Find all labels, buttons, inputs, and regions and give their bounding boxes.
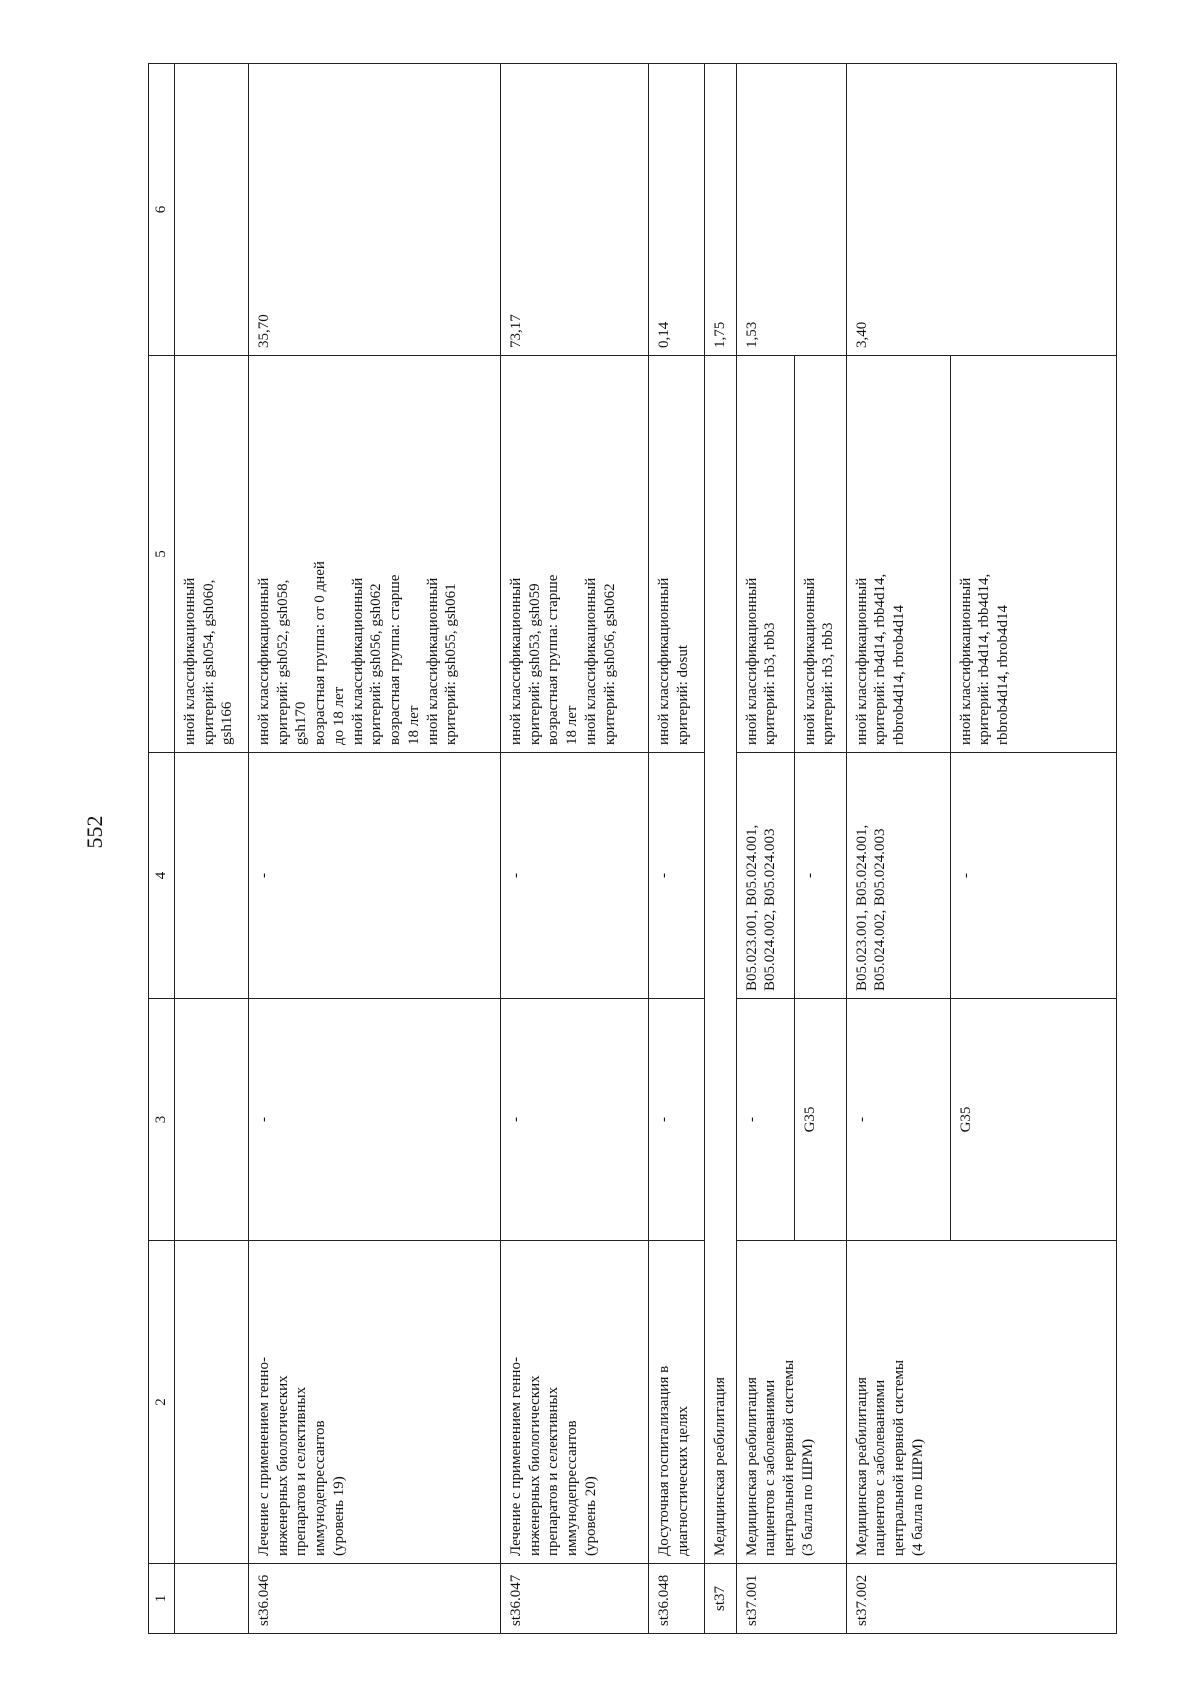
criteria-cell [648, 356, 704, 753]
criteria-line: иной классификационный [255, 577, 272, 745]
name-line: пациентов с заболеваниями [762, 1379, 779, 1556]
value-cell: 0,14 [648, 64, 704, 356]
criteria-cell [500, 356, 648, 753]
criteria-cell [736, 356, 794, 753]
name-cell [736, 1241, 846, 1564]
col3-cell: G35 [950, 999, 1116, 1241]
criteria-line: иной классификационный [507, 577, 524, 745]
page-number: 552 [82, 815, 107, 849]
criteria-line: иной классификационный [957, 577, 974, 745]
name-cell [174, 1241, 248, 1564]
name-line: иммунодепрессантов [312, 1420, 328, 1556]
value-cell: 35,70 [248, 64, 500, 356]
code-list-line: B05.023.001, B05.024.001, [743, 824, 760, 991]
header-col-4: 4 [149, 753, 175, 999]
header-col-2: 2 [149, 1241, 175, 1564]
criteria-line: критерий: dosut [674, 644, 691, 745]
criteria-line: иной классификационный [743, 577, 760, 745]
criteria-line: иной классификационный [349, 577, 366, 745]
criteria-line: иной классификационный [181, 577, 198, 745]
criteria-line: возрастная группа: старше [387, 574, 403, 745]
criteria-line: критерий: gsh055, gsh061 [443, 583, 460, 745]
code-cell [174, 1564, 248, 1634]
criteria-line: иной классификационный [853, 577, 870, 745]
name-line: (уровень 20) [582, 1476, 599, 1556]
criteria-line: критерий: gsh054, gsh060, [200, 579, 217, 745]
name-line: Лечение с применением генно- [255, 1357, 272, 1556]
section-title: Медицинская реабилитация [704, 356, 736, 1564]
criteria-cell [846, 356, 950, 753]
header-col-5: 5 [149, 356, 175, 753]
col3-cell: - [500, 999, 648, 1241]
col4-cell: - [794, 753, 846, 999]
criteria-line: gsh166 [219, 701, 236, 745]
value-cell [174, 64, 248, 356]
rotated-table-wrapper [148, 64, 1112, 1634]
criteria-line: критерий: gsh053, gsh059 [526, 583, 543, 745]
name-line: Лечение с применением генно- [507, 1357, 524, 1556]
criteria-line: критерий: rb4d14, rbb4d14, [976, 573, 993, 745]
table-row [500, 64, 648, 1634]
criteria-line: иной классификационный [582, 577, 599, 745]
criteria-line: критерий: gsh056, gsh062 [601, 583, 618, 745]
header-col-1: 1 [149, 1564, 175, 1634]
criteria-line: иной классификационный [655, 577, 672, 745]
code-cell: st37.002 [846, 1564, 1116, 1634]
criteria-cell [950, 356, 1116, 753]
name-line: Медицинская реабилитация [853, 1377, 870, 1556]
table-row [248, 64, 500, 1634]
criteria-line: иной классификационный [801, 577, 818, 745]
col3-cell [174, 999, 248, 1241]
name-line: центральной нервной системы [891, 1359, 907, 1556]
section-row [704, 64, 736, 1634]
name-cell [500, 1241, 648, 1564]
name-line: центральной нервной системы [781, 1359, 797, 1556]
header-col-6: 6 [149, 64, 175, 356]
criteria-line: возрастная группа: от 0 дней [312, 561, 328, 745]
table-row [736, 64, 794, 1634]
code-list-line: B05.024.002, B05.024.003 [872, 828, 889, 991]
name-line: (4 балла по ШРМ) [909, 1438, 926, 1556]
col4-cell: - [950, 753, 1116, 999]
col3-cell: - [648, 999, 704, 1241]
col3-cell: - [736, 999, 794, 1241]
value-cell: 1,75 [704, 64, 736, 356]
col4-cell: - [648, 753, 704, 999]
name-line: препаратов и селективных [545, 1386, 562, 1556]
header-row [149, 64, 175, 1634]
name-cell [248, 1241, 500, 1564]
name-line: инженерных биологических [274, 1375, 291, 1556]
name-line: (уровень 19) [330, 1476, 347, 1556]
code-list-line: B05.023.001, B05.024.001, [853, 824, 870, 991]
code-cell: st36.047 [500, 1564, 648, 1634]
criteria-cell [174, 356, 248, 753]
name-line: диагностических целях [674, 1406, 691, 1556]
name-line: Медицинская реабилитация [743, 1377, 760, 1556]
name-line: иммунодепрессантов [564, 1420, 580, 1556]
name-line: (3 балла по ШРМ) [799, 1438, 816, 1556]
criteria-line: критерий: rb3, rbb3 [820, 622, 837, 745]
table-row [648, 64, 704, 1634]
value-cell: 1,53 [736, 64, 846, 356]
criteria-line: 18 лет [405, 705, 422, 745]
criteria-line: 18 лет [564, 705, 580, 745]
name-cell [846, 1241, 1116, 1564]
criteria-line: до 18 лет [330, 686, 347, 745]
col4-cell: - [248, 753, 500, 999]
criteria-line: критерий: rb4d14, rbb4d14, [872, 573, 889, 745]
col4-cell [736, 753, 794, 999]
code-cell: st37.001 [736, 1564, 846, 1634]
name-line: инженерных биологических [526, 1375, 543, 1556]
criteria-cell [794, 356, 846, 753]
code-cell: st37 [704, 1564, 736, 1634]
name-line: Досуточная госпитализация в [655, 1365, 672, 1556]
col4-cell [846, 753, 950, 999]
name-cell [648, 1241, 704, 1564]
header-col-3: 3 [149, 999, 175, 1241]
criteria-line: критерий: rb3, rbb3 [762, 622, 779, 745]
col3-cell: - [846, 999, 950, 1241]
table-row [846, 64, 950, 1634]
value-cell: 3,40 [846, 64, 1116, 356]
name-line: препаратов и селективных [293, 1386, 310, 1556]
col4-cell [174, 753, 248, 999]
code-list-line: B05.024.002, B05.024.003 [762, 828, 779, 991]
name-line: пациентов с заболеваниями [872, 1379, 889, 1556]
value-cell: 73,17 [500, 64, 648, 356]
criteria-cell [248, 356, 500, 753]
tariff-table [148, 63, 1117, 1634]
table-row [174, 64, 248, 1634]
criteria-line: иной классификационный [424, 577, 441, 745]
col3-cell: G35 [794, 999, 846, 1241]
criteria-line: возрастная группа: старше [545, 574, 562, 745]
code-cell: st36.048 [648, 1564, 704, 1634]
criteria-line: rbbrob4d14, rbrob4d14 [995, 605, 1011, 745]
criteria-line: rbbrob4d14, rbrob4d14 [891, 605, 907, 745]
col4-cell: - [500, 753, 648, 999]
criteria-line: критерий: gsh056, gsh062 [368, 583, 385, 745]
code-cell: st36.046 [248, 1564, 500, 1634]
criteria-line: gsh170 [293, 701, 310, 745]
col3-cell: - [248, 999, 500, 1241]
criteria-line: критерий: gsh052, gsh058, [274, 579, 291, 745]
